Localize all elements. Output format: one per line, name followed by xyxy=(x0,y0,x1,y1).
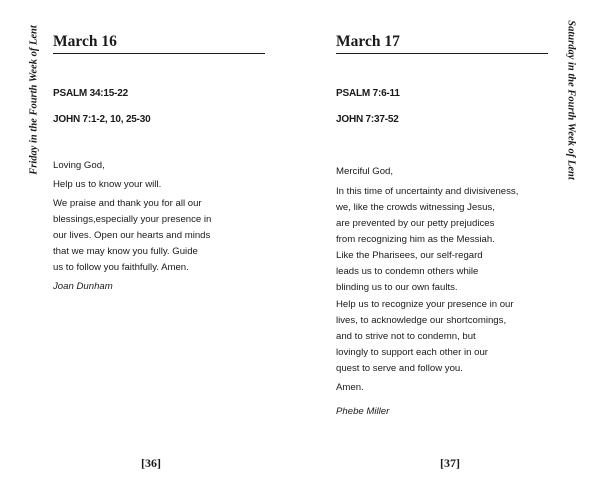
left-prayer-line: our lives. Open our hearts and minds xyxy=(53,230,211,241)
left-reading-gospel: JOHN 7:1-2, 10, 25-30 xyxy=(53,114,151,125)
right-date-heading: March 17 xyxy=(336,33,548,54)
left-prayer-line: us to follow you faithfully. Amen. xyxy=(53,262,189,273)
right-prayer-line: Like the Pharisees, our self-regard xyxy=(336,250,483,261)
right-prayer-line: are prevented by our petty prejudices xyxy=(336,218,495,229)
left-prayer-line: blessings,especially your presence in xyxy=(53,214,212,225)
right-prayer-paragraph-2 xyxy=(336,297,514,377)
left-prayer-line: that we may know you fully. Guide xyxy=(53,246,198,257)
right-prayer-line: lovingly to support each other in our xyxy=(336,347,488,358)
right-author: Phebe Miller xyxy=(336,406,390,417)
right-prayer-line: we, like the crowds witnessing Jesus, xyxy=(336,202,495,213)
right-prayer-line: Help us to recognize your presence in our xyxy=(336,299,514,310)
right-prayer-line: from recognizing him as the Messiah. xyxy=(336,234,495,245)
right-salutation: Merciful God, xyxy=(336,166,394,177)
right-prayer-line: blinding us to our own faults. xyxy=(336,282,458,293)
right-reading-psalm: PSALM 7:6-11 xyxy=(336,88,400,99)
right-closing: Amen. xyxy=(336,382,364,393)
left-date-heading: March 16 xyxy=(53,33,265,54)
left-salutation: Loving God, xyxy=(53,160,105,171)
right-page xyxy=(300,0,600,494)
right-prayer-line: quest to serve and follow you. xyxy=(336,363,463,374)
right-page-number: [37] xyxy=(440,456,460,470)
right-prayer-line: lives, to acknowledge our shortcomings, xyxy=(336,315,507,326)
left-reading-psalm: PSALM 34:15-22 xyxy=(53,88,129,99)
left-author: Joan Dunham xyxy=(53,281,113,292)
right-prayer-line: leads us to condemn others while xyxy=(336,266,479,277)
right-prayer-paragraph-1 xyxy=(336,184,518,296)
left-prayer-line: We praise and thank you for all our xyxy=(53,198,202,209)
right-reading-gospel: JOHN 7:37-52 xyxy=(336,114,399,125)
left-page-number: [36] xyxy=(141,456,161,470)
left-prayer-paragraph xyxy=(53,196,211,276)
right-side-title: Saturday in the Fourth Week of Lent xyxy=(565,20,577,180)
left-prayer-line-1: Help us to know your will. xyxy=(53,179,162,190)
right-prayer-line: In this time of uncertainty and divisiveness, xyxy=(336,186,519,197)
left-side-title: Friday in the Fourth Week of Lent xyxy=(28,25,40,175)
right-prayer-line: and to strive not to condemn, but xyxy=(336,331,476,342)
